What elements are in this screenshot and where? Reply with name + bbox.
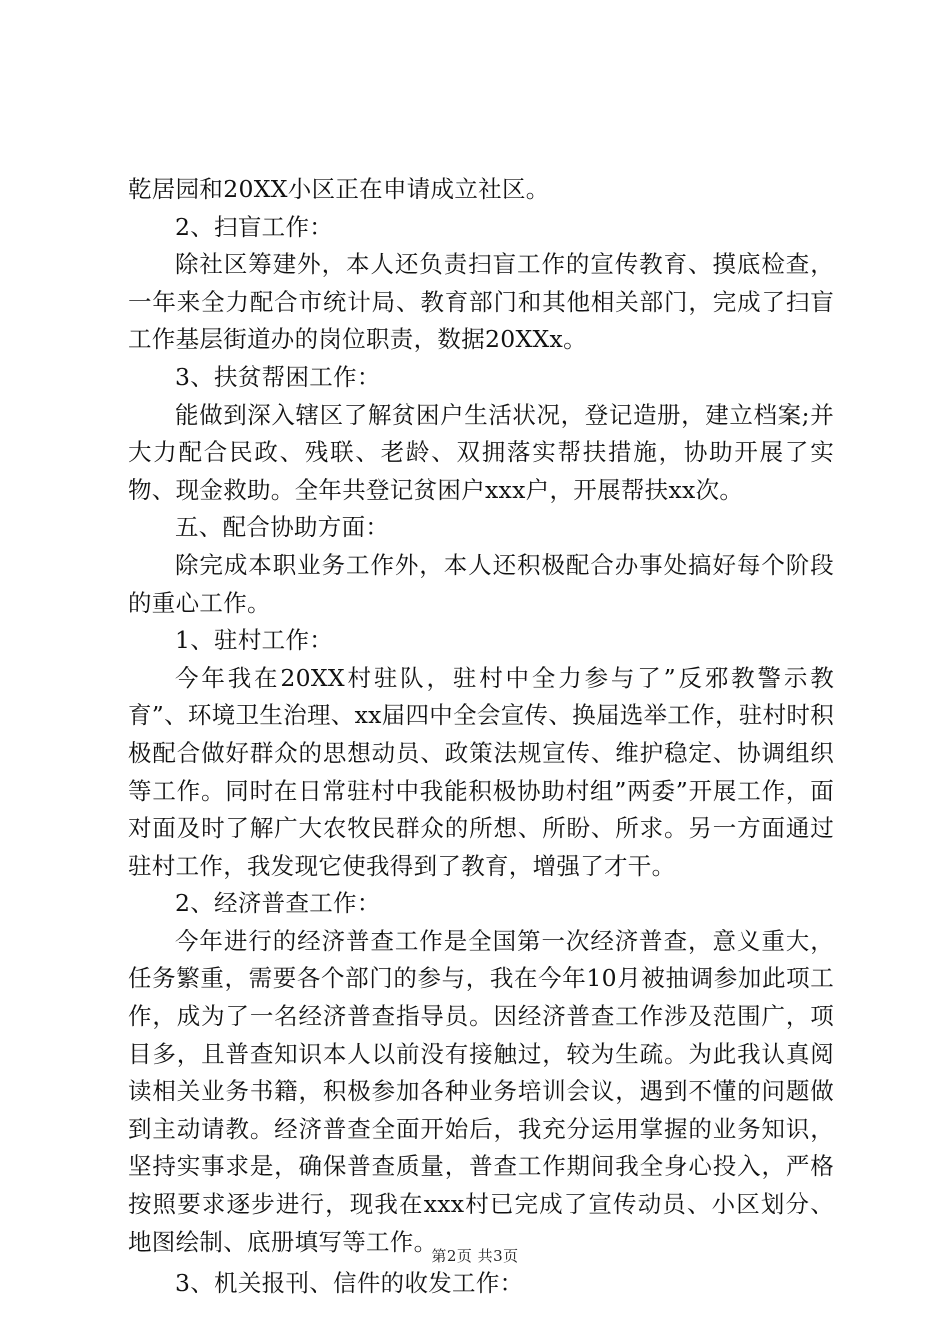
heading-poverty-relief: 3、扶贫帮困工作： [175, 362, 381, 391]
paragraph-village-work: 今年我在20XX村驻队，驻村中全力参与了”反邪教警示教育”、环境卫生治理、xx届四中全会宣传、换届选举工作，驻村时积极配合做好群众的思想动员、政策法规宣传、维护稳定、协调组织等工作。同时在日常驻村中我能积极协助村组”两委”开展工作，面对面及时了解广大农牧民群众的所想、所盼、所求。另一方面通过驻村工作，我发现它使我得到了教育，增强了才干。 [128, 663, 834, 880]
heading-literacy-work: 2、扫盲工作： [175, 212, 334, 241]
paragraph-economic-census: 今年进行的经济普查工作是全国第一次经济普查，意义重大，任务繁重，需要各个部门的参与，我在今年10月被抽调参加此项工作，成为了一名经济普查指导员。因经济普查工作涉及范围广，项目多，且普查知识本人以前没有接触过，较为生疏。为此我认真阅读相关业务书籍，积极参加各种业务培训会议，遇到不懂的问题做到主动请教。经济普查全面开始后，我充分运用掌握的业务知识，坚持实事求是，确保普查质量，普查工作期间我全身心投入，严格按照要求逐步进行，现我在xxx村已完成了宣传动员、小区划分、地图绘制、底册填写等工作。 [128, 926, 834, 1256]
paragraph-literacy-work: 除社区筹建外，本人还负责扫盲工作的宣传教育、摸底检查，一年来全力配合市统计局、教育部门和其他相关部门，完成了扫盲工作基层街道办的岗位职责，数据20XXx。 [128, 250, 834, 354]
document-body [128, 171, 834, 1303]
paragraph-1: 乾居园和20XX小区正在申请成立社区。 [128, 175, 550, 203]
heading-village-work: 1、驻村工作： [175, 626, 334, 655]
paragraph-cooperation: 除完成本职业务工作外，本人还积极配合办事处搞好每个阶段的重心工作。 [128, 550, 834, 617]
paragraph-poverty-relief: 能做到深入辖区了解贫困户生活状况，登记造册，建立档案;并大力配合民政、残联、老龄、双拥落实帮扶措施，协助开展了实物、现金救助。全年共登记贫困户xxx户，开展帮扶xx次。 [128, 400, 834, 504]
page-footer: 第2页 共3页 [431, 1247, 519, 1265]
heading-cooperation: 五、配合协助方面： [175, 513, 390, 542]
heading-economic-census: 2、经济普查工作： [175, 889, 381, 918]
heading-mail-handling: 3、机关报刊、信件的收发工作： [175, 1269, 524, 1298]
